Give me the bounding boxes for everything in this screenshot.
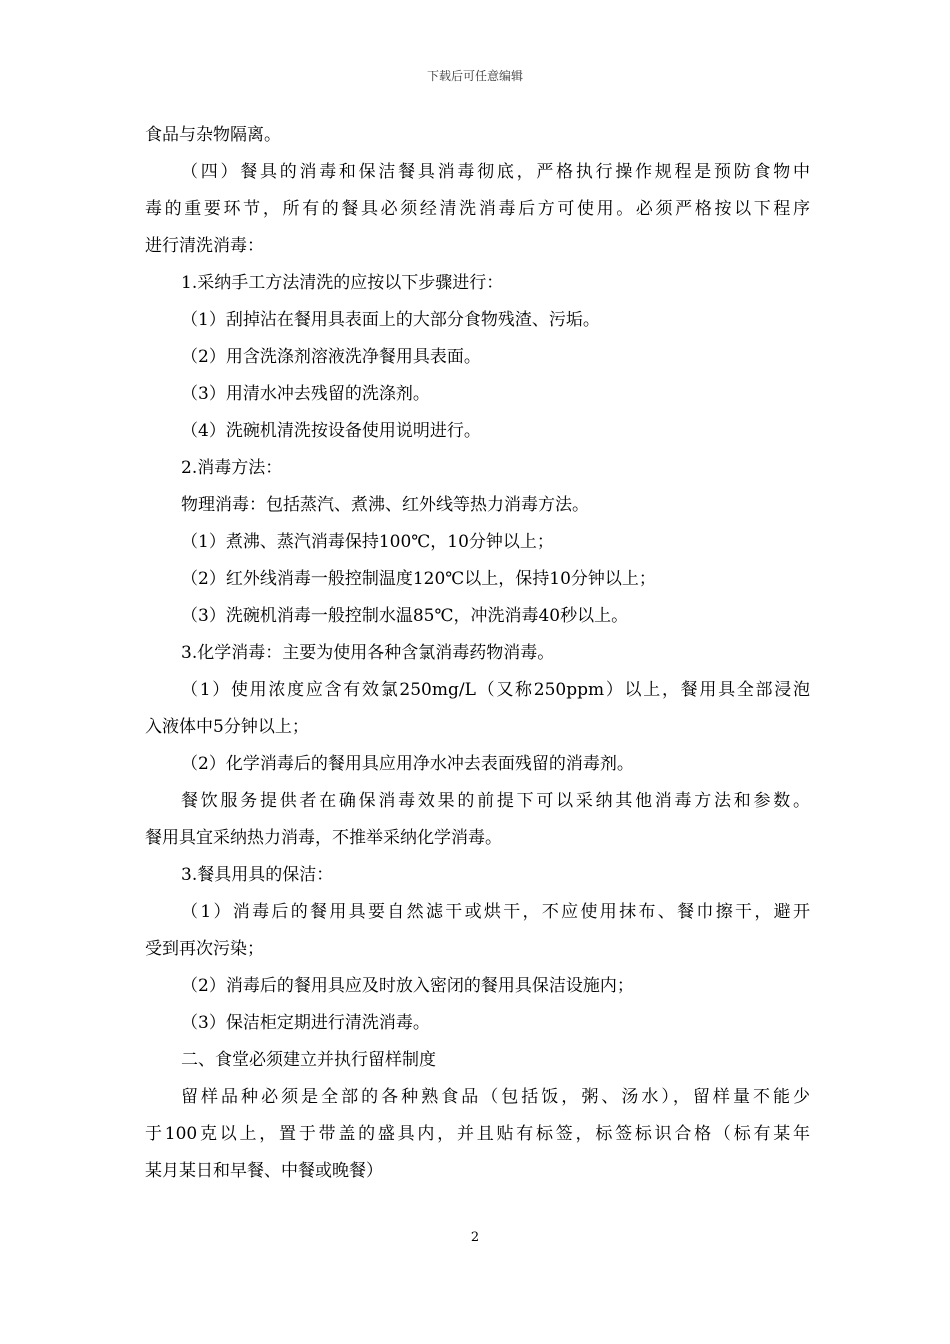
paragraph-line: （3）洗碗机消毒一般控制水温85℃，冲洗消毒40秒以上。 bbox=[181, 606, 629, 626]
paragraph-line: （1）消毒后的餐用具要自然滤干或烘干，不应使用抹布、餐巾擦干，避开 bbox=[181, 902, 810, 922]
page-header: 下载后可任意编辑 bbox=[426, 69, 523, 83]
paragraph-line: （3）用清水冲去残留的洗涤剂。 bbox=[181, 384, 430, 404]
paragraph-line: 某月某日和早餐、中餐或晚餐） bbox=[145, 1161, 383, 1181]
paragraph-line: 留样品种必须是全部的各种熟食品（包括饭，粥、汤水），留样量不能少 bbox=[181, 1087, 810, 1107]
paragraph-line: 于100克以上，置于带盖的盛具内，并且贴有标签，标签标识合格（标有某年 bbox=[145, 1124, 810, 1144]
paragraph-line: 1.采纳手工方法清洗的应按以下步骤进行： bbox=[181, 273, 504, 293]
paragraph-line: （4）洗碗机清洗按设备使用说明进行。 bbox=[181, 421, 481, 441]
paragraph-line: （3）保洁柜定期进行清洗消毒。 bbox=[181, 1013, 430, 1033]
paragraph-line: （1）刮掉沾在餐用具表面上的大部分食物残渣、污垢。 bbox=[181, 310, 600, 330]
paragraph-line: （1）煮沸、蒸汽消毒保持100℃，10分钟以上； bbox=[181, 532, 554, 552]
paragraph-line: 物理消毒：包括蒸汽、煮沸、红外线等热力消毒方法。 bbox=[181, 495, 589, 515]
page-number: 2 bbox=[470, 1230, 480, 1245]
paragraph-line: 受到再次污染； bbox=[145, 939, 264, 959]
paragraph-line: 3.餐具用具的保洁： bbox=[181, 865, 334, 885]
paragraph-line: 食品与杂物隔离。 bbox=[145, 125, 281, 145]
document-body bbox=[145, 117, 810, 1190]
paragraph-line: 毒的重要环节，所有的餐具必须经清洗消毒后方可使用。必须严格按以下程序 bbox=[145, 199, 810, 219]
paragraph-line: 餐饮服务提供者在确保消毒效果的前提下可以采纳其他消毒方法和参数。 bbox=[181, 791, 810, 811]
paragraph-line: （2）用含洗涤剂溶液洗净餐用具表面。 bbox=[181, 347, 481, 367]
paragraph-line: 餐用具宜采纳热力消毒，不推举采纳化学消毒。 bbox=[145, 828, 502, 848]
paragraph-line: （2）化学消毒后的餐用具应用净水冲去表面残留的消毒剂。 bbox=[181, 754, 634, 774]
paragraph-line: 入液体中5分钟以上； bbox=[145, 717, 309, 737]
paragraph-line: 进行清洗消毒： bbox=[145, 236, 264, 256]
paragraph-line: （1）使用浓度应含有效氯250mg/L（又称250ppm）以上，餐用具全部浸泡 bbox=[181, 680, 810, 700]
paragraph-line: 2.消毒方法： bbox=[181, 458, 283, 478]
paragraph-line: （2）红外线消毒一般控制温度120℃以上，保持10分钟以上； bbox=[181, 569, 656, 589]
section-heading: 二、食堂必须建立并执行留样制度 bbox=[181, 1050, 436, 1070]
paragraph-line: 3.化学消毒：主要为使用各种含氯消毒药物消毒。 bbox=[181, 643, 555, 663]
paragraph-line: （2）消毒后的餐用具应及时放入密闭的餐用具保洁设施内； bbox=[181, 976, 634, 996]
paragraph-line: （四）餐具的消毒和保洁餐具消毒彻底，严格执行操作规程是预防食物中 bbox=[181, 162, 810, 182]
